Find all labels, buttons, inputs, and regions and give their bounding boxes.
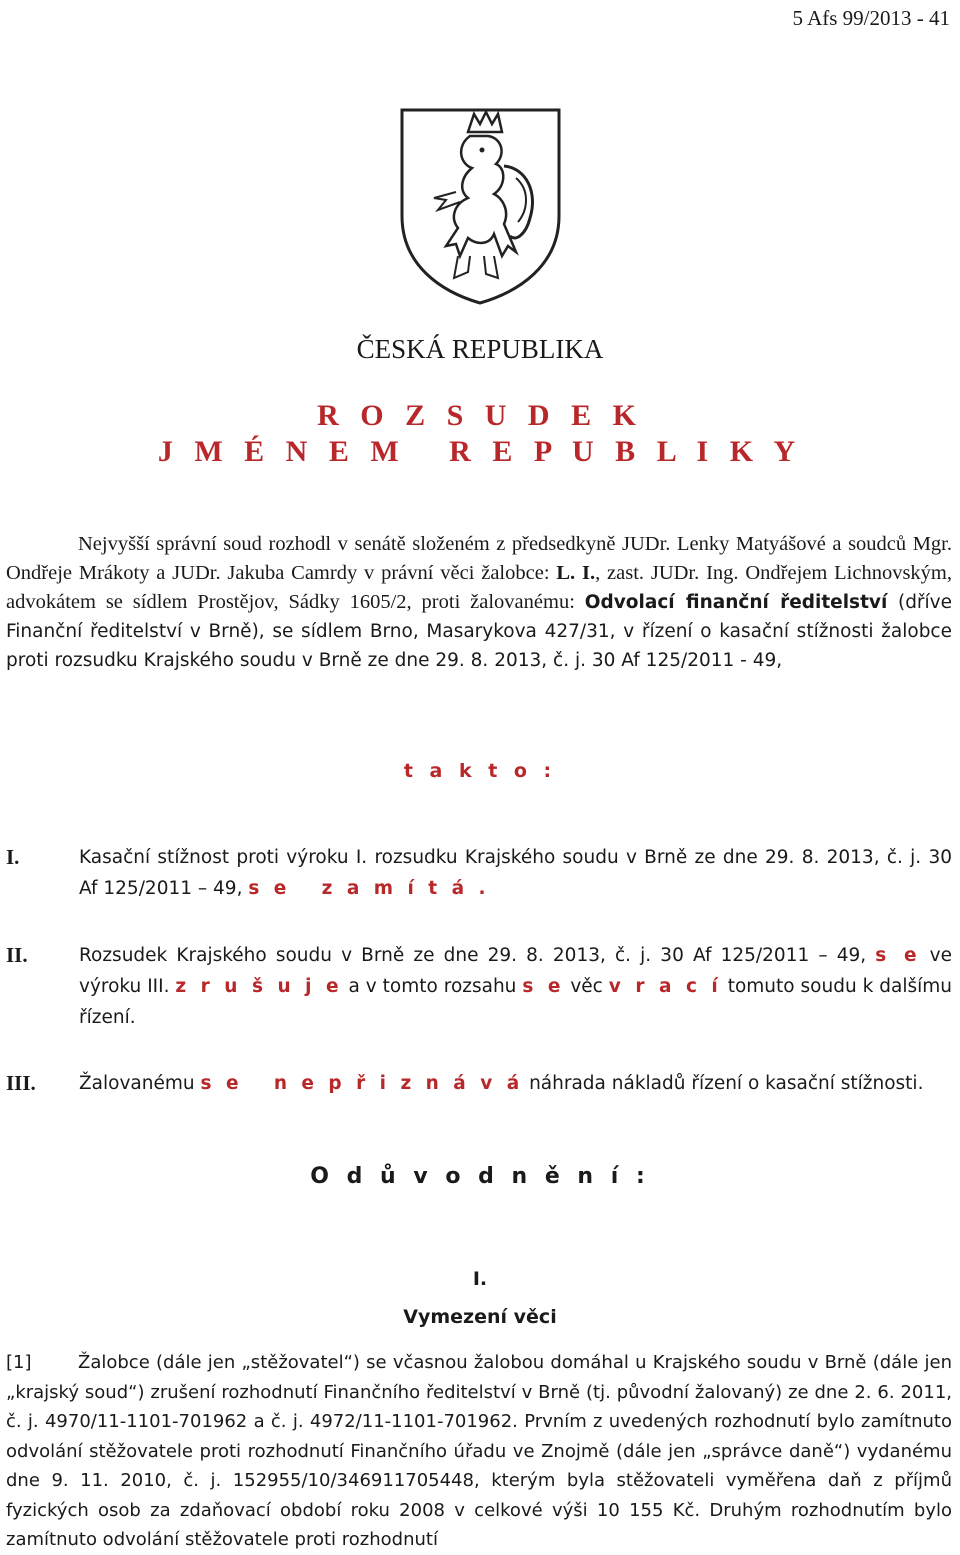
item-emphasis: z r u š u j e xyxy=(175,976,343,997)
item-emphasis: s e n e p ř i z n á v á xyxy=(200,1073,524,1094)
item-emphasis: s e xyxy=(875,945,921,966)
item-emphasis: s e xyxy=(522,976,565,997)
plaintiff-name: L. I. xyxy=(556,562,596,584)
takto-heading: t a k t o : xyxy=(403,760,557,782)
item-number: I. xyxy=(6,845,20,869)
coat-of-arms-emblem xyxy=(398,106,563,306)
verdict-subtitle: J M É N E M R E P U B L I K Y xyxy=(157,435,803,468)
item-emphasis: s e z a m í t á . xyxy=(248,878,490,899)
item-text: a v tomto rozsahu xyxy=(342,976,523,997)
intro-paragraph xyxy=(6,530,952,675)
verdict-item xyxy=(6,842,952,904)
section-number: I. xyxy=(472,1268,488,1290)
reasoning-paragraph xyxy=(6,1348,952,1555)
paragraph-text: Žalobce (dále jen „stěžovatel“) se včasnou žalobou domáhal u Krajského soudu v Brně (dále jen „krajský soud“) zrušení rozhodnutí Finančního ředitelství v Brně (tj. původní žalovaný) ze dne 2. 6. 2011, č. j. 4970/11-1101-701962 a č. j. 4972/11-1101-701962. Prvním z uvedených rozhodnutí bylo zamítnuto odvolání stěžovatele proti rozhodnutí Finančního úřadu ve Znojmě (dále jen „správce daně“) vydanému dne 9. 11. 2010, č. j. 152955/10/346911705448, kterým byla stěžovateli vyměřena daň z příjmů fyzických osob za zdaňovací období roku 2008 v celkové výši 10 155 Kč. Druhým rozhodnutím bylo zamítnuto odvolání stěžovatele proti rozhodnutí xyxy=(6,1352,952,1550)
item-text: Žalovanému xyxy=(79,1073,201,1094)
verdict-item xyxy=(6,1068,952,1099)
item-number: III. xyxy=(6,1071,36,1095)
intro-text-3: (dříve Finanční ředitelství v Brně), se sídlem Brno, Masarykova 427/31, v řízení o kasační stížnosti žalobce proti rozsudku Krajského soudu v Brně ze dne 29. 8. 2013, č. j. 30 Af 125/2011 - 49, xyxy=(6,592,953,671)
item-text: ve výroku III. xyxy=(79,945,952,997)
item-text: Kasační stížnost proti výroku I. rozsudku Krajského soudu v Brně ze dne 29. 8. 2013, č. j. 30 Af 125/2011 – 49, xyxy=(79,847,952,899)
section-title: Vymezení věci xyxy=(403,1306,557,1328)
defendant-name: Odvolací finanční ředitelství xyxy=(584,592,888,613)
item-text: Rozsudek Krajského soudu v Brně ze dne 29. 8. 2013, č. j. 30 Af 125/2011 – 49, xyxy=(79,945,876,966)
paragraph-number: [1] xyxy=(6,1352,32,1373)
intro-text-1: Nejvyšší správní soud rozhodl v senátě složeném z předsedkyně JUDr. Lenky Matyášové a soudců Mgr. Ondřeje Mrákoty a JUDr. Jakuba Camrdy v právní věci žalobce: xyxy=(6,533,952,584)
reasoning-heading: O d ů v o d n ě n í : xyxy=(310,1164,650,1189)
case-number: 5 Afs 99/2013 - 41 xyxy=(792,6,950,30)
item-emphasis: v r a c í xyxy=(608,976,722,997)
intro-text-2: , zast. JUDr. Ing. Ondřejem Lichnovským, advokátem se sídlem Prostějov, Sádky 1605/2, proti žalovanému: xyxy=(6,562,952,613)
item-text: náhrada nákladů řízení o kasační stížnosti. xyxy=(523,1073,924,1094)
state-name: ČESKÁ REPUBLIKA xyxy=(356,334,604,364)
verdict-heading xyxy=(0,398,960,470)
item-text: tomuto soudu k dalšímu řízení. xyxy=(79,976,953,1028)
item-text: věc xyxy=(564,976,609,997)
verdict-title: R O Z S U D E K xyxy=(317,399,643,432)
item-number: II. xyxy=(6,943,28,967)
verdict-item xyxy=(6,940,952,1033)
